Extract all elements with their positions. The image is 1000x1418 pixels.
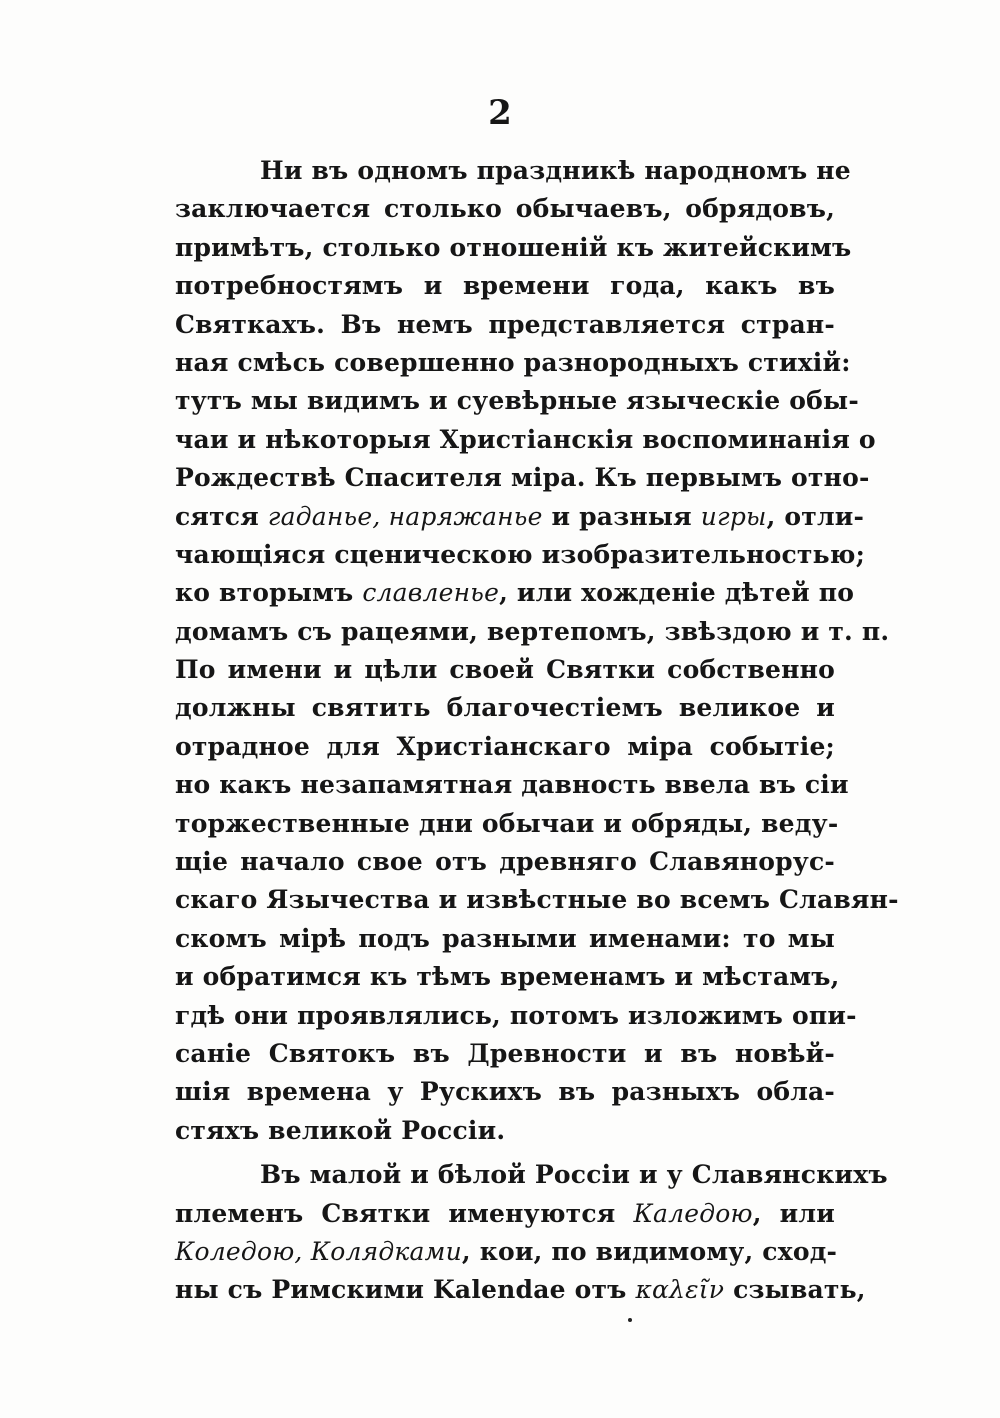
italic-term: Каледою bbox=[633, 1198, 753, 1228]
text-line: Рождествѣ Спасителя міра. Къ первымъ отно- bbox=[175, 463, 870, 493]
body-text bbox=[175, 152, 899, 1310]
text-line bbox=[175, 498, 865, 536]
text-line bbox=[175, 574, 855, 612]
text-line: потребностямъ и времени года, какъ въ bbox=[175, 271, 835, 301]
text-line: отрадное для Христіанскаго міра событіе; bbox=[175, 731, 835, 761]
text-run: сятся bbox=[175, 501, 268, 531]
text-run: , или хожденіе дѣтей по bbox=[499, 578, 855, 608]
italic-term: Коледою, Колядками bbox=[175, 1236, 462, 1266]
text-line: ная смѣсь совершенно разнородныхъ стихій: bbox=[175, 347, 851, 377]
text-run: , кои, по видимому, сход- bbox=[461, 1236, 838, 1266]
text-line bbox=[175, 1271, 866, 1309]
text-line: скаго Язычества и извѣстные во всемъ Славян- bbox=[175, 885, 899, 915]
text-line: торжественные дни обычаи и обряды, веду- bbox=[175, 808, 839, 838]
text-run: ны съ Римскими Kalendae отъ bbox=[175, 1275, 636, 1305]
text-line bbox=[175, 1233, 838, 1271]
italic-term: славленье bbox=[362, 578, 500, 608]
text-line: Въ малой и бѣлой Россіи и у Славянскихъ bbox=[260, 1160, 888, 1190]
text-line: шія времена у Рускихъ въ разныхъ обла- bbox=[175, 1077, 835, 1107]
text-run: ко вторымъ bbox=[175, 578, 363, 608]
text-line: примѣтъ, столько отношеній къ житейскимъ bbox=[175, 232, 852, 262]
text-line: скомъ мірѣ подъ разными именами: то мы bbox=[175, 923, 835, 953]
text-run: , или bbox=[752, 1198, 835, 1228]
text-line: чаи и нѣкоторыя Христіанскія воспоминанія о bbox=[175, 424, 876, 454]
text-run: сзывать, bbox=[724, 1275, 866, 1305]
text-line: заключается столько обычаевъ, обрядовъ, bbox=[175, 194, 835, 224]
text-line: стяхъ великой Россіи. bbox=[175, 1115, 506, 1145]
text-line: должны святить благочестіемъ великое и bbox=[175, 693, 835, 723]
text-line: но какъ незапамятная давность ввела въ сіи bbox=[175, 770, 849, 800]
text-line: чающіяся сценическою изобразительностью; bbox=[175, 539, 866, 569]
text-line: домамъ съ рацеями, вертепомъ, звѣздою и т. п. bbox=[175, 616, 890, 646]
text-line: Ни въ одномъ праздникѣ народномъ не bbox=[260, 156, 851, 185]
text-line: По имени и цѣли своей Святки собственно bbox=[175, 655, 835, 685]
text-line: тутъ мы видимъ и суевѣрные языческіе обы- bbox=[175, 386, 859, 416]
ink-dot bbox=[628, 1318, 632, 1322]
page-number: 2 bbox=[488, 93, 512, 133]
text-line: Святкахъ. Въ немъ представляется стран- bbox=[175, 309, 835, 339]
text-line: и обратимся къ тѣмъ временамъ и мѣстамъ, bbox=[175, 962, 840, 992]
text-line: щіе начало свое отъ древняго Славянорус- bbox=[175, 847, 835, 877]
text-run: , отли- bbox=[766, 501, 865, 531]
text-line: гдѣ они проявлялись, потомъ изложимъ опи- bbox=[175, 1000, 857, 1030]
italic-term: игры bbox=[700, 501, 767, 531]
text-line: саніе Святокъ въ Древности и въ новѣй- bbox=[175, 1038, 835, 1068]
italic-term: гаданье, наряжанье bbox=[267, 501, 543, 531]
text-run: и разныя bbox=[542, 501, 701, 531]
text-line bbox=[175, 1195, 835, 1233]
greek-term: καλεῖν bbox=[635, 1275, 725, 1305]
text-run: племенъ Святки именуются bbox=[175, 1198, 634, 1228]
